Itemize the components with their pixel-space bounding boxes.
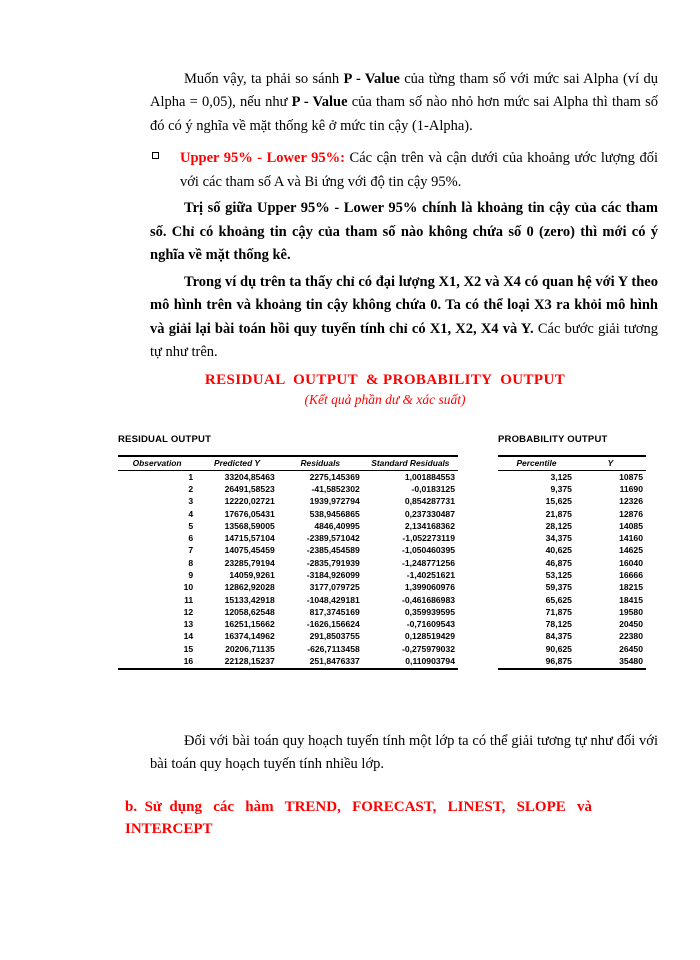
table-cell: 251,8476337: [278, 655, 363, 669]
table-cell: -3184,926099: [306, 570, 360, 581]
table-row: [498, 594, 646, 606]
table-cell: 12058,62548: [224, 606, 275, 617]
table-cell: 28,125: [545, 520, 572, 531]
table-row: [118, 557, 458, 569]
table-cell: -1626,156624: [306, 619, 360, 630]
table-cell: 7: [188, 545, 194, 556]
table-row: [498, 532, 646, 544]
table-cell: 22380: [619, 631, 643, 642]
table-cell: 23285,79194: [224, 557, 275, 568]
residual-output-section: [118, 434, 458, 670]
table-cell: 12876: [619, 508, 643, 519]
table-row: [498, 545, 646, 557]
table-cell: 4: [188, 508, 194, 519]
top-prose-block: [150, 68, 658, 368]
table-cell: 291,8503755: [309, 631, 360, 642]
table-cell: 16374,14962: [224, 631, 275, 642]
table-cell: 14075,45459: [224, 545, 275, 556]
table-row: [118, 545, 458, 557]
table-cell: 2275,145369: [309, 471, 360, 482]
residual-output-table: [118, 455, 458, 670]
table-row: [118, 569, 458, 581]
table-cell: 65,625: [545, 594, 572, 605]
table-cell: 96,875: [498, 655, 575, 669]
table-row: [118, 483, 458, 495]
table-row: [118, 643, 458, 655]
table-cell: -2835,791939: [306, 557, 360, 568]
table-cell: 1: [188, 471, 194, 482]
bullet-paragraph: [180, 147, 658, 194]
table-cell: -1,40251621: [406, 570, 455, 581]
bullet-body-text: Các cận trên và cận dưới của khoảng ước lượng đối với các tham số A và Bi ứng với độ tin cậy 95%.: [180, 150, 658, 190]
table-row: [498, 557, 646, 569]
table-cell: 12: [183, 606, 194, 617]
table-cell: -0,275979032: [401, 643, 455, 654]
table-cell: 817,3745169: [309, 606, 360, 617]
paragraph-p-value-part3: của tham số nào nhỏ hơn mức sai Alpha thì tham số đó có ý nghĩa về mặt thống kê ở mức tin cậy (1-Alpha).: [150, 94, 659, 134]
table-cell: -0,461686983: [401, 594, 455, 605]
table-cell: 10: [183, 582, 194, 593]
table-cell: 20206,71135: [225, 643, 275, 654]
table-cell: -1,050460395: [401, 545, 455, 556]
table-cell: 14625: [619, 545, 643, 556]
table-row: [118, 655, 458, 669]
table-row: [118, 594, 458, 606]
table-cell: 6: [188, 533, 194, 544]
paragraph-example-conclusion: [150, 271, 658, 365]
table-cell: 15,625: [545, 496, 572, 507]
paragraph-p-value-part2: của từng tham số với mức sai Alpha (ví dụ Alpha = 0,05), nếu như: [150, 71, 659, 111]
column-header-observation: Observation: [118, 456, 196, 471]
table-row: [118, 606, 458, 618]
paragraph-p-value: [150, 68, 658, 138]
table-cell: 14085: [619, 520, 643, 531]
table-cell: 12862,92028: [224, 582, 275, 593]
table-cell: -2385,454589: [306, 545, 360, 556]
table-cell: -1048,429181: [306, 594, 360, 605]
table-row: [498, 606, 646, 618]
table-row: [498, 618, 646, 630]
table-cell: 16251,15662: [224, 619, 275, 630]
table-cell: 84,375: [545, 631, 572, 642]
table-cell: 46,875: [545, 557, 572, 568]
term-p-value-2: P - Value: [291, 94, 348, 111]
table-cell: 3: [188, 496, 194, 507]
table-row: [118, 496, 458, 508]
table-cell: -1,052273119: [402, 533, 455, 544]
table-cell: 1,001884553: [404, 471, 455, 482]
bottom-prose-block: [150, 730, 658, 780]
table-cell: 71,875: [545, 606, 572, 617]
paragraph-example-normal: Các bước giải tương tự như trên.: [150, 320, 658, 361]
table-cell: 13568,59005: [224, 520, 275, 531]
table-row: [118, 581, 458, 593]
square-bullet-icon: [152, 152, 159, 159]
table-cell: 5: [188, 520, 194, 531]
table-cell: 78,125: [545, 619, 572, 630]
table-cell: 14160: [619, 533, 643, 544]
table-cell: 16040: [619, 557, 643, 568]
table-cell: 4846,40995: [314, 520, 360, 531]
paragraph-example-bold: Trong ví dụ trên ta thấy chỉ có đại lượng X1, X2 và X4 có quan hệ với Y theo mô hình trên và khoảng tin cậy không chứa 0. Ta có thể loại X3 ra khỏi mô hình và giải lại bài toán hồi quy tuyến tính chỉ có X1, X2, X4 và Y.: [150, 273, 658, 337]
table-row: [498, 655, 646, 669]
bullet-item-upper-lower: [150, 147, 658, 194]
table-cell: 22128,15237: [196, 655, 278, 669]
final-heading-line1: [125, 797, 653, 819]
table-cell: 14059,9261: [229, 570, 275, 581]
table-cell: 35480: [575, 655, 646, 669]
table-cell: 21,875: [545, 508, 572, 519]
table-cell: 0,128519429: [404, 631, 455, 642]
table-cell: -2389,571042: [306, 533, 360, 544]
table-cell: 2: [188, 484, 194, 495]
table-cell: 16: [118, 655, 196, 669]
table-row: [498, 569, 646, 581]
table-cell: 0,237330487: [404, 508, 455, 519]
final-heading-functions: [125, 797, 653, 841]
table-cell: 18215: [619, 582, 643, 593]
table-row: [498, 520, 646, 532]
table-header-row: [118, 456, 458, 471]
table-cell: 1939,972794: [309, 496, 360, 507]
table-row: [498, 496, 646, 508]
table-row: [118, 532, 458, 544]
table-cell: 16666: [619, 570, 643, 581]
column-header-y: Y: [575, 456, 646, 471]
table-cell: 40,625: [545, 545, 572, 556]
table-cell: 538,9456865: [309, 508, 360, 519]
table-cell: 11690: [619, 484, 643, 495]
bullet-label-upper-lower: Upper 95% - Lower 95%:: [180, 150, 345, 167]
table-cell: -0,71609543: [406, 619, 455, 630]
table-cell: 59,375: [545, 582, 572, 593]
table-cell: 0,110903794: [363, 655, 458, 669]
residual-output-title: RESIDUAL OUTPUT: [118, 434, 212, 445]
table-row: [118, 618, 458, 630]
table-cell: 12220,02721: [224, 496, 275, 507]
table-cell: 10875: [619, 471, 643, 482]
table-cell: 33204,85463: [224, 471, 275, 482]
final-heading-line1-text: b. Sử dụng các hàm TREND, FORECAST, LINEST, SLOPE và: [125, 799, 593, 815]
table-cell: 17676,05431: [224, 508, 275, 519]
probability-output-title: PROBABILITY OUTPUT: [498, 434, 608, 445]
column-header-predicted-y: Predicted Y: [196, 456, 278, 471]
table-row: [118, 630, 458, 642]
table-cell: 9: [188, 570, 194, 581]
table-row: [118, 520, 458, 532]
table-row: [498, 643, 646, 655]
table-cell: 14715,57104: [224, 533, 275, 544]
paragraph-p-value-part1: Muốn vậy, ta phải so sánh: [184, 71, 344, 87]
table-row: [498, 471, 646, 484]
table-cell: -626,7113458: [307, 643, 360, 654]
column-header-percentile: Percentile: [498, 456, 575, 471]
table-cell: 0,854287731: [404, 496, 455, 507]
table-cell: 2,134168362: [404, 520, 455, 531]
table-cell: 26450: [619, 643, 643, 654]
section-heading-line1: RESIDUAL OUTPUT & PROBABILITY OUTPUT: [204, 372, 566, 388]
table-cell: 20450: [619, 619, 643, 630]
table-cell: 53,125: [545, 570, 572, 581]
section-heading-line2: (Kết quả phần dư & xác suất): [304, 392, 466, 407]
table-cell: 15: [183, 643, 194, 654]
table-cell: 26491,58523: [224, 484, 275, 495]
table-cell: 0,359939595: [404, 606, 455, 617]
paragraph-linear-programming: Đối với bài toán quy hoạch tuyến tính một lớp ta có thể giải tương tự như đối với bài toán quy hoạch tuyến tính nhiều lớp.: [150, 733, 658, 773]
table-row: [498, 483, 646, 495]
table-cell: 8: [188, 557, 194, 568]
probability-output-section: [498, 434, 646, 670]
table-cell: 1,399060976: [404, 582, 455, 593]
probability-output-table: [498, 455, 646, 670]
column-header-standard-residuals: Standard Residuals: [363, 456, 458, 471]
table-cell: 3177,079725: [309, 582, 360, 593]
table-cell: 15133,42918: [224, 594, 275, 605]
table-cell: 90,625: [545, 643, 572, 654]
table-row: [118, 471, 458, 484]
section-heading-residual-probability: [150, 372, 620, 408]
table-cell: 9,375: [550, 484, 572, 495]
table-row: [498, 630, 646, 642]
paragraph-confidence-interval: Trị số giữa Upper 95% - Lower 95% chính là khoảng tin cậy của các tham số. Chỉ có khoảng tin cậy của tham số nào không chứa số 0 (zero) thì mới có ý nghĩa về mặt thống kê.: [150, 200, 658, 264]
term-p-value-1: P - Value: [343, 71, 400, 87]
table-cell: 11: [184, 594, 194, 605]
column-header-residuals: Residuals: [278, 456, 363, 471]
table-cell: 34,375: [545, 533, 572, 544]
table-row: [498, 581, 646, 593]
table-cell: -1,248771256: [401, 557, 455, 568]
table-cell: -41,5852302: [311, 484, 360, 495]
final-heading-line2: INTERCEPT: [125, 820, 213, 837]
table-cell: 13: [183, 619, 194, 630]
table-cell: 14: [183, 631, 194, 642]
table-cell: 18415: [619, 594, 643, 605]
table-cell: -0,0183125: [411, 484, 455, 495]
table-row: [498, 508, 646, 520]
table-cell: 12326: [619, 496, 643, 507]
table-cell: 3,125: [550, 471, 572, 482]
table-header-row: [498, 456, 646, 471]
table-cell: 19580: [619, 606, 643, 617]
table-row: [118, 508, 458, 520]
